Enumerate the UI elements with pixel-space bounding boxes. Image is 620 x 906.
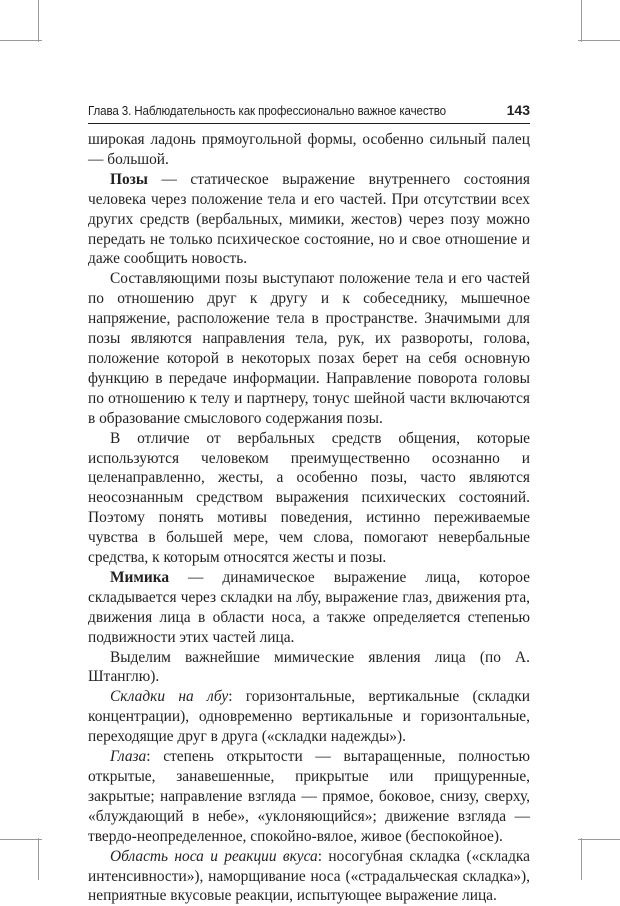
paragraph bbox=[88, 269, 530, 428]
paragraph-text: — статическое выражение внутреннего состояния человека через положение тела и его частей. При отсутствии всех других средств (вербальных, мимики, жестов) через позу можно передать не только психическое состояние, но и свое отношение и даже сообщить новость. bbox=[88, 170, 530, 268]
running-header bbox=[88, 102, 530, 122]
header-rule bbox=[88, 123, 530, 124]
crop-mark-top-left-vertical bbox=[38, 0, 39, 42]
crop-mark-top-left-horizontal bbox=[0, 40, 42, 41]
italic-term: Область носа и реакции вкуса bbox=[110, 847, 318, 865]
term-heading: Мимика bbox=[110, 568, 170, 586]
paragraph-text: Выделим важнейшие мимические явления лица (по А. Штанглю). bbox=[88, 648, 530, 686]
italic-term: Складки на лбу bbox=[110, 688, 229, 706]
paragraph bbox=[88, 568, 530, 648]
page-number: 143 bbox=[506, 102, 530, 118]
crop-mark-top-right-vertical bbox=[581, 0, 582, 42]
crop-mark-bottom-right-horizontal bbox=[578, 839, 620, 840]
crop-mark-bottom-right-vertical bbox=[581, 838, 582, 880]
paragraph bbox=[88, 170, 530, 270]
paragraph-text: широкая ладонь прямоугольной формы, особенно сильный палец — большой. bbox=[88, 131, 530, 168]
crop-mark-top-right-horizontal bbox=[578, 40, 620, 41]
term-heading: Позы bbox=[110, 170, 148, 188]
paragraph-text: : степень открытости — вытаращенные, полностью открытые, занавешенные, прикрытые или прищуренные, закрытые; направление взгляда — прямое, боковое, снизу, сверху, «блуждающий в небе», «уклоняющийся»; движение взгляда — твердо-неопределенное, спокойно-вялое, живое (беспокойное). bbox=[88, 748, 530, 845]
crop-mark-bottom-left-horizontal bbox=[0, 839, 42, 840]
paragraph bbox=[88, 747, 530, 847]
paragraph-text: Составляющими позы выступают положение тела и его частей по отношению друг к другу и к собеседнику, мышечное напряжение, расположение тела в пространстве. Значимыми для позы являются направления тела, рук, их развороты, голова, положение которой в некоторых позах берет на себя основную функцию в передаче информации. Направление поворота головы по отношению к телу и партнеру, тонус шейной части включаются в образование смыслового содержания позы. bbox=[88, 270, 530, 427]
paragraph bbox=[88, 429, 530, 568]
italic-term: Глаза bbox=[110, 748, 147, 766]
body-text bbox=[88, 130, 530, 906]
paragraph bbox=[88, 687, 530, 747]
crop-mark-bottom-left-vertical bbox=[38, 838, 39, 880]
paragraph-text: : носогубная складка («складка интенсивности»), наморщивание носа («страдальческая складка»), неприятные вкусовые реакции, испытующее выражение лица. bbox=[88, 847, 530, 905]
paragraph bbox=[88, 847, 530, 906]
paragraph-text: В отличие от вербальных средств общения, которые используются человеком преимущественно осознанно и целенаправленно, жесты, а особенно позы, часто являются неосознанным средством выражения психических состояний. Поэтому понять мотивы поведения, истинно переживаемые чувства в большей мере, чем слова, помогают невербальные средства, к которым относятся жесты и позы. bbox=[88, 429, 530, 567]
paragraph-text: — динамическое выражение лица, которое складывается через складки на лбу, выражение глаз, движения рта, движения лица в области носа, а также определяется степенью подвижности этих частей лица. bbox=[88, 568, 530, 646]
paragraph bbox=[88, 130, 530, 170]
paragraph-text: : горизонтальные, вертикальные (складки концентрации), одновременно вертикальные и горизонтальные, переходящие друг в друга («складки надежды»). bbox=[88, 688, 531, 746]
chapter-title: Глава 3. Наблюдательность как профессионально важное качество bbox=[88, 103, 446, 118]
paragraph bbox=[88, 648, 530, 688]
